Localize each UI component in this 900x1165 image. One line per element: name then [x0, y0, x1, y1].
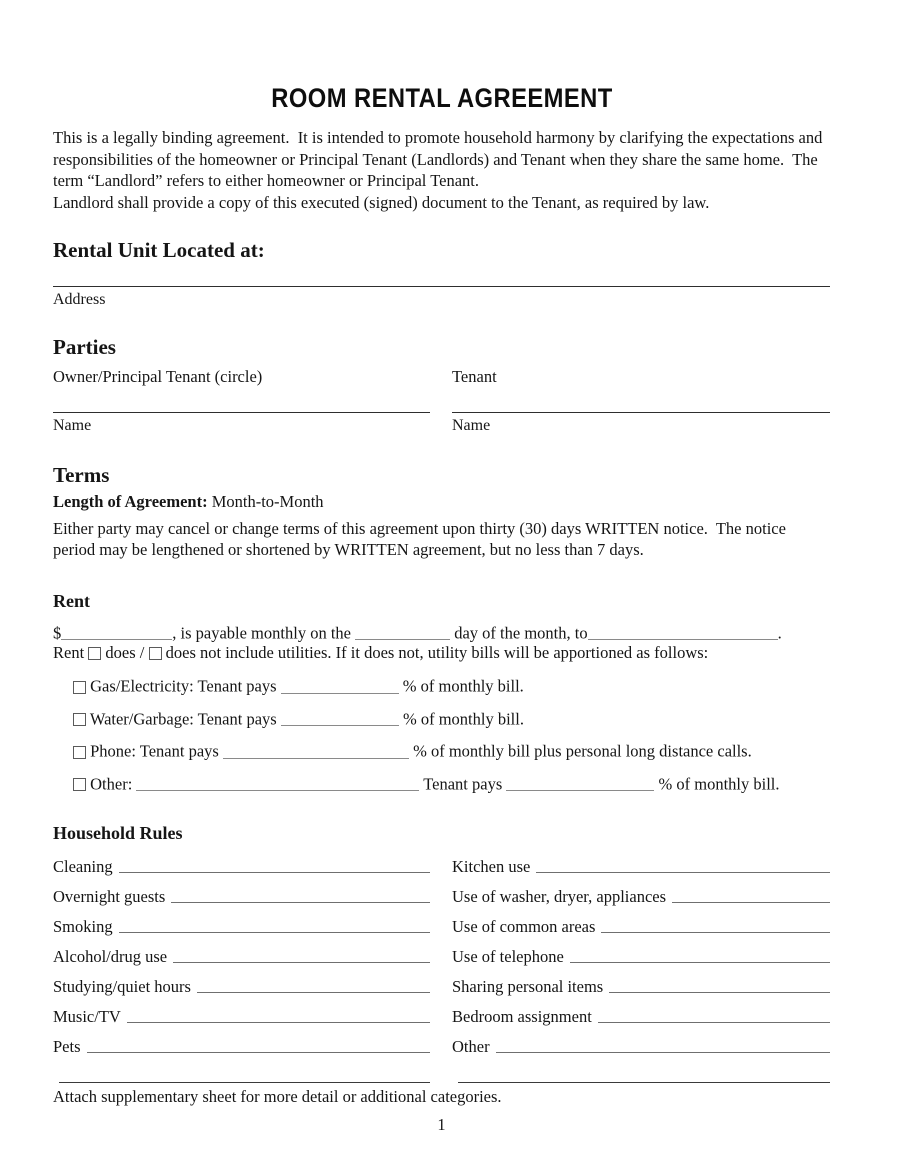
other-utility-checkbox[interactable] — [73, 778, 86, 791]
length-of-agreement-value: Month-to-Month — [211, 492, 324, 511]
extra-left-blank-line[interactable] — [59, 1082, 430, 1083]
phone-percent-blank[interactable] — [223, 741, 409, 759]
other-rule-blank-line[interactable] — [496, 1052, 830, 1053]
parties-heading: Parties — [53, 335, 116, 359]
extra-right-blank-line[interactable] — [458, 1082, 830, 1083]
rule-row-common-areas: Use of common areas — [452, 906, 830, 936]
rule-row-extra-left — [53, 1056, 430, 1086]
music-tv-blank-line[interactable] — [127, 1022, 430, 1023]
rule-row-kitchen-use: Kitchen use — [452, 846, 830, 876]
gas-percent-blank[interactable] — [281, 676, 399, 694]
other-percent-blank[interactable] — [506, 774, 654, 792]
supplementary-note: Attach supplementary sheet for more detail or additional categories. — [53, 1087, 502, 1106]
does-checkbox[interactable] — [88, 647, 101, 660]
pets-blank-line[interactable] — [87, 1052, 430, 1053]
rule-row-alcohol-drug-use: Alcohol/drug use — [53, 936, 430, 966]
cleaning-blank-line[interactable] — [119, 872, 430, 873]
alcohol-drug-use-blank-line[interactable] — [173, 962, 430, 963]
utility-item-phone: Phone: Tenant pays % of monthly bill plus personal long distance calls. — [53, 741, 830, 761]
intro-paragraph: This is a legally binding agreement. It is intended to promote household harmony by clarifying the expectations and responsibilities of the homeowner or Principal Tenant (Landlords) and Tenant when they share the same home. The term “Landlord” refers to either homeowner or Principal Tenant. Landlord shall provide a copy of this executed (signed) document to the Tenant, as required by law. — [53, 128, 827, 212]
sharing-personal-items-blank-line[interactable] — [609, 992, 830, 993]
document-title: ROOM RENTAL AGREEMENT — [270, 83, 613, 113]
rule-row-overnight-guests: Overnight guests — [53, 876, 430, 906]
tenant-label: Tenant — [452, 367, 497, 386]
rent-amount-blank[interactable] — [61, 623, 172, 641]
bedroom-assignment-blank-line[interactable] — [598, 1022, 830, 1023]
washer-dryer-blank-line[interactable] — [672, 902, 830, 903]
gas-electricity-checkbox[interactable] — [73, 681, 86, 694]
terms-paragraph: Either party may cancel or change terms of this agreement upon thirty (30) days WRITTEN notice. The notice period may be lengthened or shortened by WRITTEN agreement, but no less than 7 days. — [53, 518, 791, 559]
other-description-blank[interactable] — [136, 774, 419, 792]
utility-item-gas: Gas/Electricity: Tenant pays % of monthly bill. — [53, 676, 830, 696]
rule-row-other: Other — [452, 1026, 830, 1056]
rule-row-studying-quiet-hours: Studying/quiet hours — [53, 966, 430, 996]
does-not-checkbox[interactable] — [149, 647, 162, 660]
rule-row-sharing-personal-items: Sharing personal items — [452, 966, 830, 996]
household-rules-grid — [53, 846, 830, 1086]
owner-name-label: Name — [53, 417, 92, 434]
rule-row-music-tv: Music/TV — [53, 996, 430, 1026]
common-areas-blank-line[interactable] — [601, 932, 830, 933]
terms-heading: Terms — [53, 463, 110, 487]
rule-row-bedroom-assignment: Bedroom assignment — [452, 996, 830, 1026]
water-garbage-checkbox[interactable] — [73, 713, 86, 726]
rule-row-washer-dryer: Use of washer, dryer, appliances — [452, 876, 830, 906]
rule-row-telephone: Use of telephone — [452, 936, 830, 966]
rent-day-blank[interactable] — [355, 623, 450, 641]
address-label: Address — [53, 291, 106, 308]
rent-utilities-line: Rent does / does not include utilities. If it does not, utility bills will be apportioned as follows: — [53, 643, 709, 662]
telephone-blank-line[interactable] — [570, 962, 830, 963]
utility-item-water: Water/Garbage: Tenant pays % of monthly bill. — [53, 709, 830, 729]
smoking-blank-line[interactable] — [119, 932, 430, 933]
rental-unit-heading: Rental Unit Located at: — [53, 238, 265, 262]
overnight-guests-blank-line[interactable] — [171, 902, 430, 903]
rule-row-smoking: Smoking — [53, 906, 430, 936]
rent-payable-line: $ , is payable monthly on the day of the month, to . — [53, 623, 782, 642]
rent-heading: Rent — [53, 590, 90, 611]
address-blank-line[interactable] — [53, 286, 830, 287]
studying-quiet-hours-blank-line[interactable] — [197, 992, 430, 993]
length-of-agreement-line — [53, 491, 830, 513]
rent-payee-blank[interactable] — [588, 623, 778, 641]
owner-principal-tenant-label[interactable]: Owner/Principal Tenant (circle) — [53, 367, 263, 386]
household-rules-heading: Household Rules — [53, 823, 183, 843]
page-number: 1 — [437, 1115, 446, 1134]
tenant-name-blank-line[interactable] — [452, 412, 830, 413]
utility-item-other: Other: Tenant pays % of monthly bill. — [53, 774, 830, 794]
owner-name-blank-line[interactable] — [53, 412, 430, 413]
rule-row-cleaning: Cleaning — [53, 846, 430, 876]
phone-checkbox[interactable] — [73, 746, 86, 759]
water-percent-blank[interactable] — [281, 709, 399, 727]
household-rules-right-column — [452, 846, 830, 1086]
tenant-name-label: Name — [452, 417, 491, 434]
length-of-agreement-label: Length of Agreement: — [53, 492, 208, 511]
parties-columns — [53, 366, 830, 436]
kitchen-use-blank-line[interactable] — [536, 872, 830, 873]
rule-row-pets: Pets — [53, 1026, 430, 1056]
rule-row-extra-right — [452, 1056, 830, 1086]
household-rules-left-column — [53, 846, 430, 1086]
